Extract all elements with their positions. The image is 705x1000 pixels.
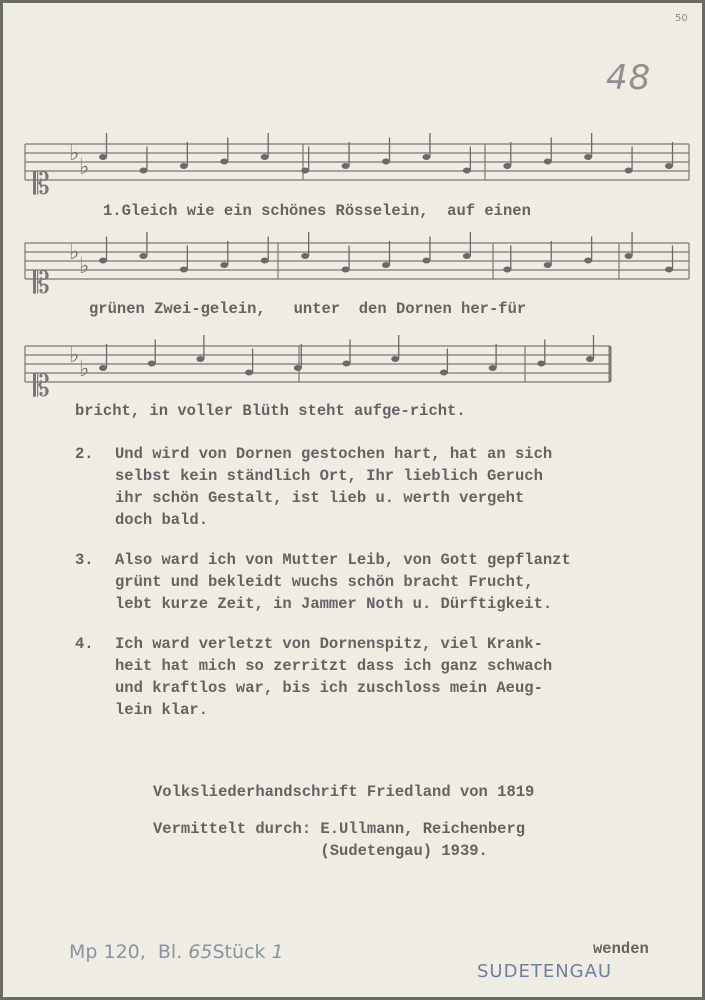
archive-reference <box>69 941 284 963</box>
sudetengau-stamp: SUDETENGAU <box>477 961 613 982</box>
svg-text:𝄡: 𝄡 <box>33 369 50 403</box>
verse-text: Und wird von Dornen gestochen hart, hat an sich selbst kein ständlich Ort, Ihr lieblich Geruch ihr schön Gestalt, ist lieb u. werth vergeht doch bald. <box>115 445 553 529</box>
archive-signature: Mp 120, Bl. <box>69 941 183 963</box>
svg-text:𝄡: 𝄡 <box>33 167 50 202</box>
lyric-line-1: 1.Gleich wie ein schönes Rösselein, auf einen <box>103 202 531 220</box>
document-page <box>3 3 702 997</box>
svg-text:♭: ♭ <box>79 155 90 180</box>
verse-number: 3. <box>75 551 94 569</box>
corner-number: 50 <box>675 13 688 24</box>
handwritten-page-number: 48 <box>606 58 652 98</box>
verse-4 <box>75 633 695 721</box>
svg-text:♭: ♭ <box>79 357 90 382</box>
mediator-line: Vermittelt durch: E.Ullmann, Reichenberg (Sudetengau) 1939. <box>153 820 526 860</box>
lyric-line-3: bricht, in voller Blüth steht aufge-richt. <box>75 402 466 420</box>
svg-text:𝄡: 𝄡 <box>33 266 50 301</box>
verse-3 <box>75 549 695 615</box>
verse-2 <box>75 443 695 531</box>
verse-text: Also ward ich von Mutter Leib, von Gott gepflanzt grünt und bekleidt wuchs schön bracht Frucht, lebt kurze Zeit, in Jammer Noth u. Dürftigkeit. <box>115 551 571 613</box>
archive-sheet-number: 65 <box>188 941 213 963</box>
svg-text:♭: ♭ <box>69 343 80 368</box>
verses <box>75 443 695 739</box>
turn-over-note: wenden <box>593 940 649 958</box>
source-line: Volksliederhandschrift Friedland von 1819 <box>153 783 535 801</box>
svg-text:♭: ♭ <box>79 254 90 279</box>
svg-text:♭: ♭ <box>69 240 80 265</box>
svg-text:♭: ♭ <box>69 141 80 166</box>
archive-piece-number: 1 <box>271 941 284 963</box>
verse-number: 2. <box>75 445 94 463</box>
verse-text: Ich ward verletzt von Dornenspitz, viel Krank- heit hat mich so zerritzt dass ich ganz schwach und kraftlos war, bis ich zuschloss mein Aeug- lein klar. <box>115 635 553 719</box>
lyric-line-2: grünen Zwei-gelein, unter den Dornen her-für <box>89 300 527 318</box>
archive-piece-label: Stück <box>212 941 266 963</box>
verse-number: 4. <box>75 635 94 653</box>
